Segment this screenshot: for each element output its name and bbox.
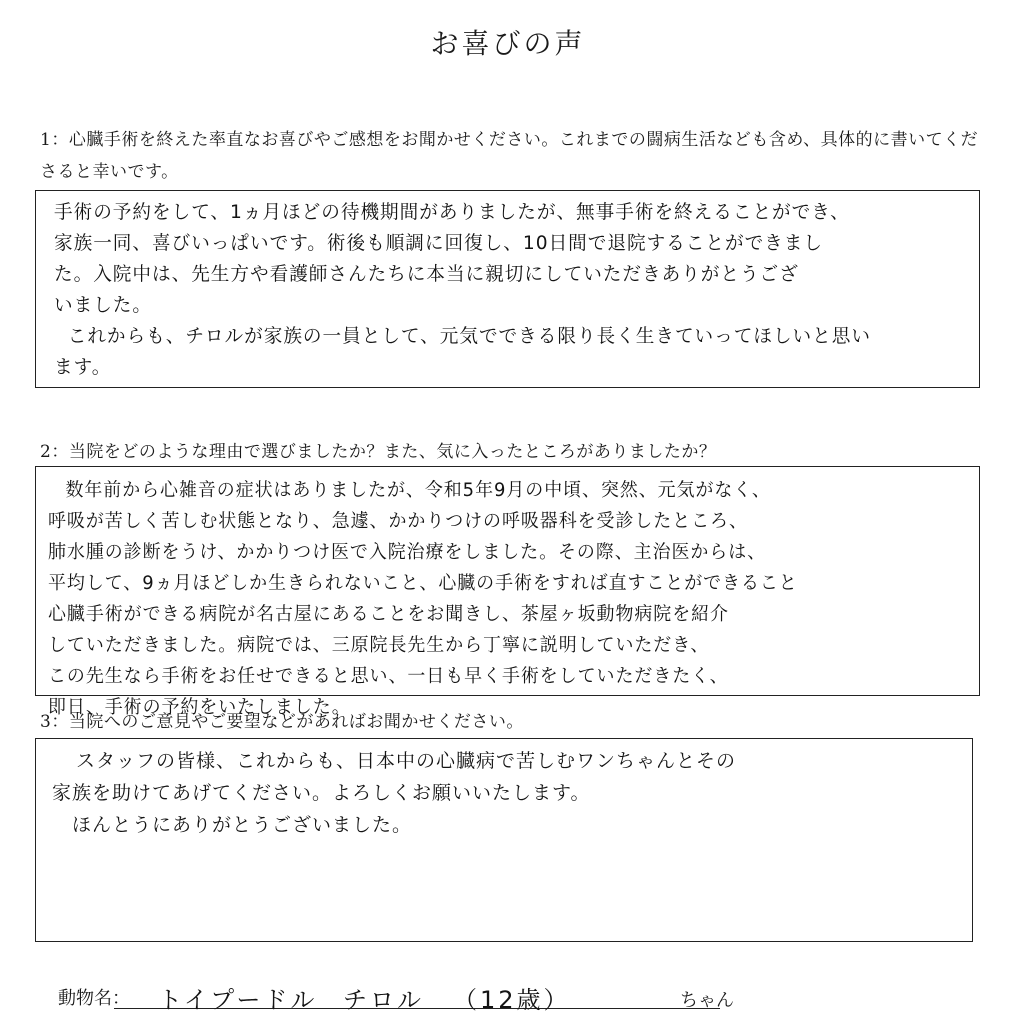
answer-1-text xyxy=(54,197,871,383)
animal-name: チロル xyxy=(343,986,424,1014)
page-title: お喜びの声 xyxy=(430,27,586,60)
answer-line: 即日、手術の予約をいたしました。 xyxy=(48,697,351,718)
animal-name-row xyxy=(58,980,958,1016)
answer-line: ほんとうにありがとうございました。 xyxy=(72,814,413,836)
animal-name-label: 動物名： xyxy=(58,988,130,1009)
question-1: 1：心臓手術を終えた率直なお喜びやご感想をお聞かせください。これまでの闘病生活なども含め、具体的に書いてくださると幸いです。 xyxy=(40,130,979,182)
animal-name-suffix: ちゃん xyxy=(680,990,734,1011)
answer-line: スタッフの皆様、これからも、日本中の心臓病で苦しむワンちゃんとその xyxy=(76,750,737,772)
answer-line: ます。 xyxy=(54,356,112,378)
animal-age: （12歳） xyxy=(453,986,571,1014)
answer-box-3 xyxy=(35,738,973,942)
answer-line: していただきました。病院では、三原院長先生から丁寧に説明していただき、 xyxy=(48,635,710,656)
answer-line: これからも、チロルが家族の一員として、元気でできる限り長く生きていってほしいと思い xyxy=(67,325,871,347)
answer-line: 家族一同、喜びいっぱいです。術後も順調に回復し、10日間で退院することができまし xyxy=(54,232,823,254)
answer-line: この先生なら手術をお任せできると思い、一日も早く手術をしていただきたく、 xyxy=(48,666,729,687)
answer-line: 手術の予約をして、1ヵ月ほどの待機期間がありましたが、無事手術を終えることができ、 xyxy=(54,201,850,223)
question-2: 2：当院をどのような理由で選びましたか？また、気に入ったところがありましたか？ xyxy=(40,442,717,462)
answer-3-text xyxy=(52,745,737,841)
answer-box-1 xyxy=(35,190,980,388)
answer-line: 数年前から心雑音の症状はありましたが、令和5年9月の中頃、突然、元気がなく、 xyxy=(65,480,771,501)
answer-line: いました。 xyxy=(54,294,153,316)
answer-2-text xyxy=(48,475,798,723)
answer-line: 心臓手術ができる病院が名古屋にあることをお聞きし、茶屋ヶ坂動物病院を紹介 xyxy=(48,604,729,625)
answer-box-2 xyxy=(35,466,980,718)
answer-line: 平均して、9ヵ月ほどしか生きられないこと、心臓の手術をすれば直すことができること xyxy=(48,573,798,594)
answer-line: 家族を助けてあげてください。よろしくお願いいたします。 xyxy=(52,782,591,804)
answer-line: 呼吸が苦しく苦しむ状態となり、急遽、かかりつけの呼吸器科を受診したところ、 xyxy=(48,511,748,532)
question-3: 3：当院へのご意見やご要望などがあればお聞かせください。 xyxy=(40,712,524,732)
animal-breed: トイプードル xyxy=(158,986,318,1014)
answer-line: た。入院中は、先生方や看護師さんたちに本当に親切にしていただきありがとうござ xyxy=(54,263,799,285)
answer-line: 肺水腫の診断をうけ、かかりつけ医で入院治療をしました。その際、主治医からは、 xyxy=(48,542,767,563)
